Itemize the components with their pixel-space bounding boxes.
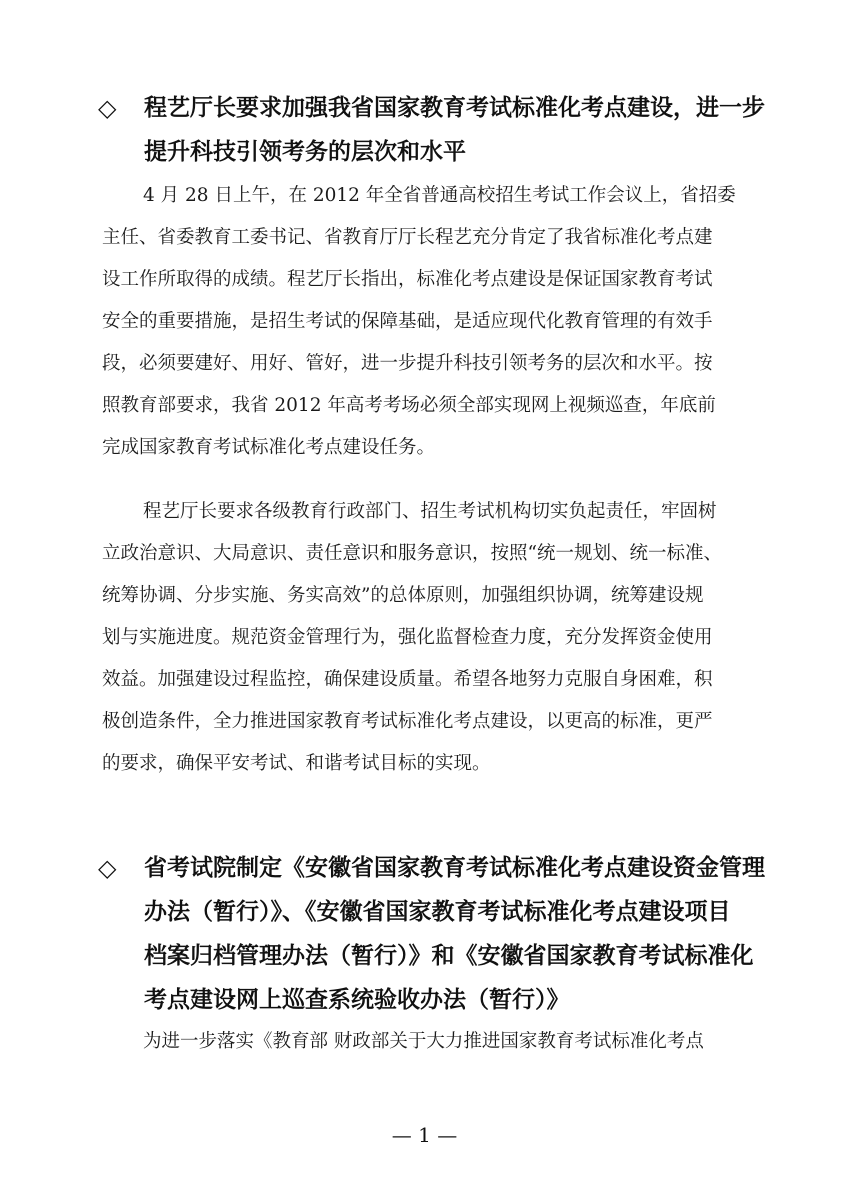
- paragraph-line: 立政治意识、大局意识、责任意识和服务意识，按照“统一规划、统一标准、: [102, 543, 722, 564]
- section-2-title-line-2: 办法（暂行）》、《安徽省国家教育考试标准化考点建设项目: [144, 899, 731, 925]
- paragraph-line: 划与实施进度。规范资金管理行为，强化监督检查力度，充分发挥资金使用: [102, 627, 713, 648]
- paragraph-line: 的要求，确保平安考试、和谐考试目标的实现。: [102, 753, 491, 774]
- paragraph-line: 为进一步落实《教育部 财政部关于大力推进国家教育考试标准化考点: [143, 1031, 704, 1052]
- section-2-title-line-1: 省考试院制定《安徽省国家教育考试标准化考点建设资金管理: [144, 855, 765, 881]
- diamond-bullet-icon: ◇: [98, 854, 117, 882]
- paragraph-line: 程艺厅长要求各级教育行政部门、招生考试机构切实负起责任，牢固树: [143, 501, 717, 522]
- paragraph-line: 主任、省委教育工委书记、省教育厅厅长程艺充分肯定了我省标准化考点建: [102, 227, 713, 248]
- section-2-title-line-3: 档案归档管理办法（暂行）》和《安徽省国家教育考试标准化: [144, 943, 754, 969]
- paragraph-line: 安全的重要措施，是招生考试的保障基础，是适应现代化教育管理的有效手: [102, 311, 713, 332]
- paragraph-line: 极创造条件，全力推进国家教育考试标准化考点建设，以更高的标准，更严: [102, 711, 713, 732]
- paragraph-line: 完成国家教育考试标准化考点建设任务。: [102, 437, 436, 458]
- paragraph-line: 照教育部要求，我省 2012 年高考考场必须全部实现网上视频巡查，年底前: [102, 395, 716, 416]
- section-2-title-line-4: 考点建设网上巡查系统验收办法（暂行）》: [144, 987, 570, 1013]
- section-1-title-line-2: 提升科技引领考务的层次和水平: [144, 139, 466, 165]
- diamond-bullet-icon: ◇: [98, 94, 117, 122]
- section-1-title-line-1: 程艺厅长要求加强我省国家教育考试标准化考点建设，进一步: [144, 95, 765, 121]
- section-1-heading: [98, 86, 768, 176]
- paragraph-line: 效益。加强建设过程监控，确保建设质量。希望各地努力克服自身困难，积: [102, 669, 713, 690]
- paragraph-line: 4 月 28 日上午，在 2012 年全省普通高校招生考试工作会议上，省招委: [143, 185, 736, 206]
- paragraph-line: 统筹协调、分步实施、务实高效”的总体原则，加强组织协调，统筹建设规: [102, 585, 704, 606]
- page-number: — 1 —: [391, 1123, 458, 1147]
- paragraph-line: 段，必须要建好、用好、管好，进一步提升科技引领考务的层次和水平。按: [102, 353, 713, 374]
- paragraph-line: 设工作所取得的成绩。程艺厅长指出，标准化考点建设是保证国家教育考试: [102, 269, 713, 290]
- section-2-heading: [98, 846, 768, 1026]
